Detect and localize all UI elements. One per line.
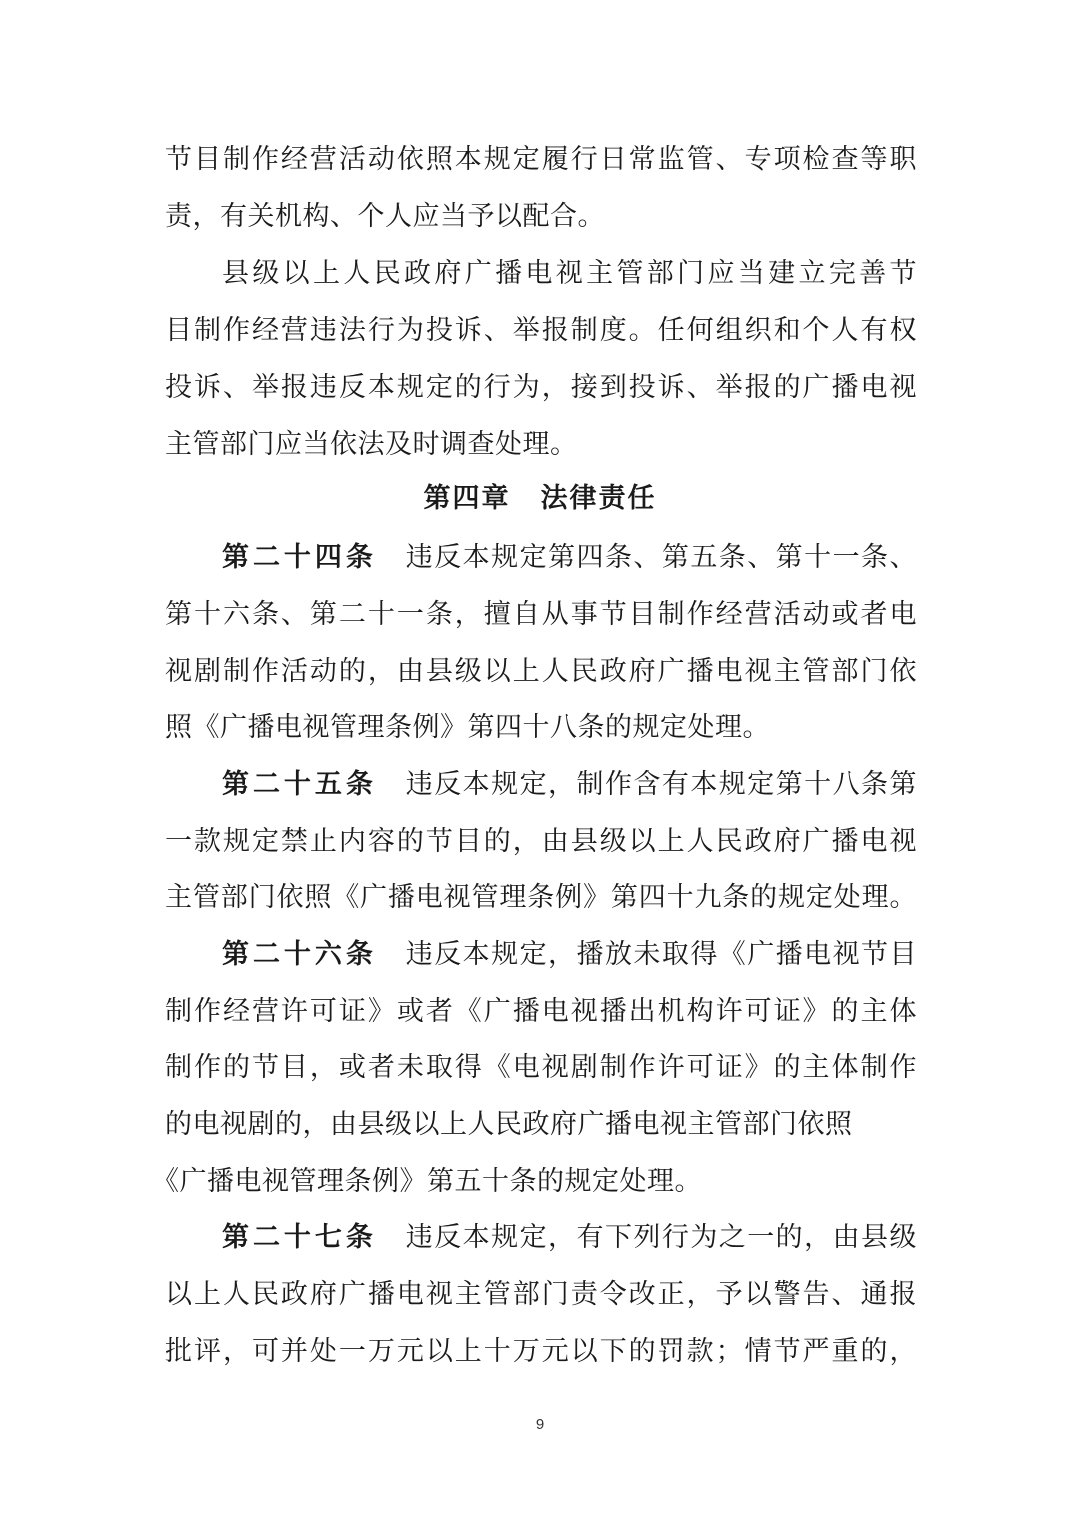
- article-first-line: [222, 1218, 917, 1258]
- body-text-line: 视剧制作活动的，由县级以上人民政府广播电视主管部门依: [165, 656, 917, 687]
- body-text-line: 投诉、举报违反本规定的行为，接到投诉、举报的广播电视: [165, 372, 917, 403]
- body-text-line: 制作的节目，或者未取得《电视剧制作许可证》的主体制作: [165, 1052, 917, 1083]
- chapter-number: 第四章: [423, 483, 511, 514]
- body-text-line: 批评，可并处一万元以上十万元以下的罚款；情节严重的，: [165, 1336, 917, 1367]
- body-text-line: 一款规定禁止内容的节目的，由县级以上人民政府广播电视: [165, 826, 917, 857]
- body-text-line: 目制作经营违法行为投诉、举报制度。任何组织和个人有权: [165, 315, 917, 346]
- body-text-line: 以上人民政府广播电视主管部门责令改正，予以警告、通报: [165, 1279, 917, 1310]
- chapter-heading: [0, 478, 1080, 520]
- article-number: 第二十四条: [222, 542, 377, 573]
- body-text-line: 制作经营许可证》或者《广播电视播出机构许可证》的主体: [165, 996, 917, 1027]
- article-text: 违反本规定，播放未取得《广播电视节目: [404, 939, 917, 970]
- body-text-line: 节目制作经营活动依照本规定履行日常监管、专项检查等职: [165, 144, 917, 175]
- chapter-title: 法律责任: [540, 483, 657, 514]
- article-first-line: [222, 538, 917, 578]
- article-first-line: [222, 765, 917, 805]
- article-text: 违反本规定第四条、第五条、第十一条、: [404, 542, 917, 573]
- page-number: 9: [535, 1416, 545, 1433]
- article-text: 违反本规定，有下列行为之一的，由县级: [404, 1222, 917, 1253]
- body-text-line: 照《广播电视管理条例》第四十八条的规定处理。: [165, 712, 770, 743]
- article-number: 第二十六条: [222, 939, 377, 970]
- body-text-line: 主管部门应当依法及时调查处理。: [165, 429, 578, 460]
- body-text-line: 主管部门依照《广播电视管理条例》第四十九条的规定处理。: [165, 882, 917, 913]
- body-text-line: 《广播电视管理条例》第五十条的规定处理。: [152, 1166, 702, 1197]
- paragraph-start-line: 县级以上人民政府广播电视主管部门应当建立完善节: [222, 258, 917, 289]
- article-number: 第二十五条: [222, 769, 377, 800]
- article-text: 违反本规定，制作含有本规定第十八条第: [404, 769, 917, 800]
- body-text-line: 的电视剧的，由县级以上人民政府广播电视主管部门依照: [165, 1109, 853, 1140]
- article-first-line: [222, 935, 917, 975]
- article-number: 第二十七条: [222, 1222, 377, 1253]
- body-text-line: 第十六条、第二十一条，擅自从事节目制作经营活动或者电: [165, 599, 917, 630]
- body-text-line: 责，有关机构、个人应当予以配合。: [165, 201, 605, 232]
